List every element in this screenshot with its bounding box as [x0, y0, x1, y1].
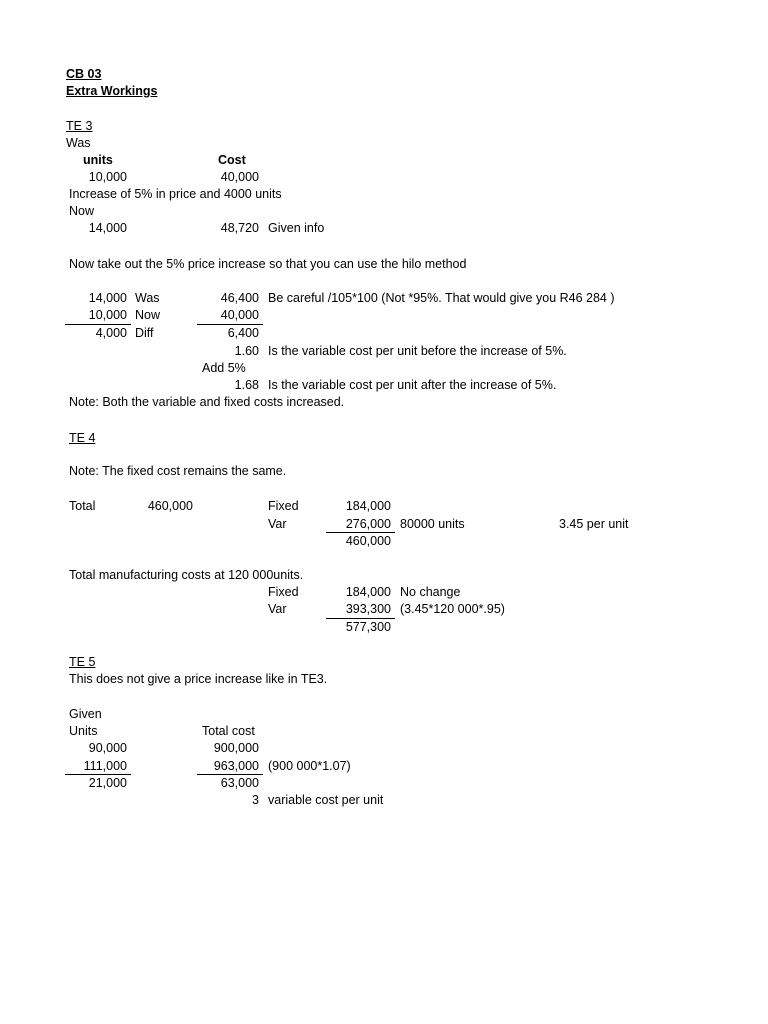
te5-note: This does not give a price increase like in TE3. [69, 672, 328, 686]
te3-heading: TE 3 [66, 119, 93, 133]
te5-vc-note: variable cost per unit [268, 793, 384, 807]
te4-sum2: 577,300 [345, 620, 391, 634]
te5-vc: 3 [252, 793, 259, 807]
te5-r2-note: (900 000*1.07) [268, 759, 351, 773]
te4-fixed-label: Fixed [268, 499, 299, 513]
te4-heading: TE 4 [69, 431, 96, 445]
te5-r2-units: 111,000 [83, 759, 127, 773]
hilo-vc-before-note: Is the variable cost per unit before the increase of 5%. [268, 344, 567, 358]
te3-cost-header: Cost [218, 153, 246, 167]
te4-var-units: 80000 units [400, 517, 465, 531]
te3-now-units: 14,000 [88, 221, 127, 235]
te4-total-value: 460,000 [147, 499, 193, 513]
te3-was-cost: 40,000 [220, 170, 259, 184]
document-title: Extra Workings [66, 84, 158, 98]
te4-fixed-value: 184,000 [345, 499, 391, 513]
te3-was-units: 10,000 [88, 170, 127, 184]
te5-heading: TE 5 [69, 655, 96, 669]
te5-r3-cost: 63,000 [220, 776, 259, 790]
te3-units-header: units [83, 153, 113, 167]
hilo-r1-units: 14,000 [88, 291, 127, 305]
te4-sum: 460,000 [345, 534, 391, 548]
te5-total-cost-label: Total cost [202, 724, 255, 738]
hilo-r3-cost: 6,400 [227, 326, 259, 340]
te3-now-label: Now [69, 204, 95, 218]
hilo-r1-label: Was [135, 291, 160, 305]
te3-now-cost: 48,720 [220, 221, 259, 235]
hilo-vc-before: 1.60 [234, 344, 259, 358]
te5-r3-units: 21,000 [88, 776, 127, 790]
te5-r1-units: 90,000 [88, 741, 127, 755]
te5-r1-cost: 900,000 [213, 741, 259, 755]
te4-var2-note: (3.45*120 000*.95) [400, 602, 505, 616]
te4-var-value: 276,000 [345, 517, 391, 531]
te4-per-unit: 3.45 per unit [559, 517, 629, 531]
te5-given: Given [69, 707, 102, 721]
te3-footnote: Note: Both the variable and fixed costs increased. [69, 395, 345, 409]
te3-now-note: Given info [268, 221, 325, 235]
te3-increase-note: Increase of 5% in price and 4000 units [69, 187, 282, 201]
te4-fixed2-label: Fixed [268, 585, 299, 599]
te4-fixed2-note: No change [400, 585, 461, 599]
hilo-r2-units: 10,000 [88, 308, 127, 322]
te4-mfg-note: Total manufacturing costs at 120 000units. [69, 568, 304, 582]
hilo-r2-cost: 40,000 [220, 308, 259, 322]
te4-var-label: Var [268, 517, 287, 531]
hilo-vc-after-note: Is the variable cost per unit after the increase of 5%. [268, 378, 557, 392]
document-code: CB 03 [66, 67, 102, 81]
te4-var2-value: 393,300 [345, 602, 391, 616]
te3-takeout-note: Now take out the 5% price increase so that you can use the hilo method [69, 257, 467, 271]
hilo-r2-label: Now [135, 308, 161, 322]
te4-note: Note: The fixed cost remains the same. [69, 464, 287, 478]
hilo-vc-after: 1.68 [234, 378, 259, 392]
hilo-r1-cost: 46,400 [220, 291, 259, 305]
te5-units-label: Units [69, 724, 98, 738]
hilo-r3-units: 4,000 [95, 326, 127, 340]
te4-fixed2-value: 184,000 [345, 585, 391, 599]
te3-was-label: Was [66, 136, 91, 150]
hilo-r3-label: Diff [135, 326, 154, 340]
te4-total-label: Total [69, 499, 96, 513]
hilo-add-label: Add 5% [202, 361, 246, 375]
te5-r2-cost: 963,000 [213, 759, 259, 773]
hilo-r1-note: Be careful /105*100 (Not *95%. That would give you R46 284 ) [268, 291, 615, 305]
te4-var2-label: Var [268, 602, 287, 616]
